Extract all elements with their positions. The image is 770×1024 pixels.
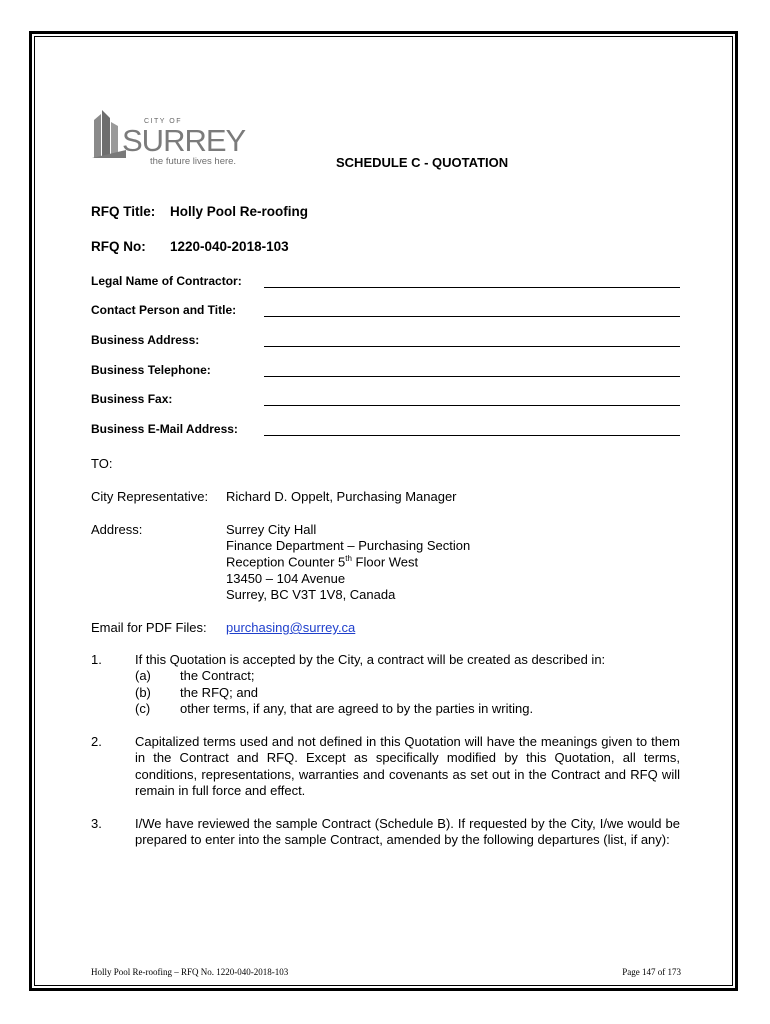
address-line: Finance Department – Purchasing Section — [226, 538, 471, 553]
sub-item-tag: (b) — [135, 685, 151, 700]
rfq-title-value: Holly Pool Re-roofing — [170, 204, 308, 219]
contact-person-input-line[interactable] — [264, 316, 680, 317]
logo-tagline: the future lives here. — [150, 156, 237, 167]
city-rep-value: Richard D. Oppelt, Purchasing Manager — [226, 489, 457, 504]
field-label: Business Telephone: — [91, 363, 211, 377]
address-line: 13450 – 104 Avenue — [226, 571, 346, 586]
address-line-superscript: th — [345, 554, 352, 563]
rfq-title-row — [91, 204, 308, 219]
rfq-number-label: RFQ No: — [91, 239, 146, 254]
field-label: Business E-Mail Address: — [91, 422, 238, 436]
item-number: 2. — [91, 734, 102, 749]
sub-item-tag: (a) — [135, 668, 151, 683]
legal-name-input-line[interactable] — [264, 287, 680, 288]
item-number: 3. — [91, 816, 102, 831]
field-contact-person — [91, 303, 681, 319]
address-line — [226, 554, 418, 569]
address-line: Surrey, BC V3T 1V8, Canada — [226, 587, 396, 602]
sub-item-tag: (c) — [135, 701, 151, 716]
sub-item — [135, 701, 533, 716]
city-tower-icon — [92, 108, 126, 160]
surrey-logo — [92, 108, 252, 168]
business-email-input-line[interactable] — [264, 435, 680, 436]
field-label: Legal Name of Contractor: — [91, 274, 242, 288]
logo-city-of: CITY OF — [144, 118, 182, 125]
field-business-email — [91, 422, 681, 438]
email-link[interactable]: purchasing@surrey.ca — [226, 620, 356, 635]
item-text: Capitalized terms used and not defined in this Quotation will have the meanings given to them in the Contract and RFQ. Except as specifically modified by this Quotation, all terms, conditions, representations, warranties and covenants as set out in the Contract and RFQ will remain in full force and effect. — [135, 734, 680, 798]
sub-item-text: the RFQ; and — [180, 685, 259, 700]
rfq-title-label: RFQ Title: — [91, 204, 156, 219]
rfq-number-row — [91, 239, 289, 254]
business-fax-input-line[interactable] — [264, 405, 680, 406]
field-label: Contact Person and Title: — [91, 303, 237, 317]
sub-item-text: other terms, if any, that are agreed to by the parties in writing. — [180, 701, 534, 716]
page-title: SCHEDULE C - QUOTATION — [336, 155, 509, 170]
item-text: I/We have reviewed the sample Contract (Schedule B). If requested by the City, I/we would be prepared to enter into the sample Contract, amended by the following departures (list, if any): — [135, 816, 680, 848]
address-label: Address: — [91, 522, 143, 537]
address-line: Surrey City Hall — [226, 522, 317, 537]
city-rep-label: City Representative: — [91, 489, 209, 504]
business-telephone-input-line[interactable] — [264, 376, 680, 377]
item-text: If this Quotation is accepted by the City, a contract will be created as described in: — [135, 652, 606, 667]
item-number: 1. — [91, 652, 102, 667]
field-business-address — [91, 333, 681, 349]
field-legal-name — [91, 274, 681, 290]
logo-name: SURREY — [122, 123, 246, 158]
sub-item-text: the Contract; — [180, 668, 255, 683]
rfq-number-value: 1220-040-2018-103 — [170, 239, 289, 254]
field-business-telephone — [91, 363, 681, 379]
business-address-input-line[interactable] — [264, 346, 680, 347]
field-label: Business Address: — [91, 333, 200, 347]
sub-item — [135, 668, 254, 683]
footer-document-title: Holly Pool Re-roofing – RFQ No. 1220-040-2018-103 — [91, 967, 289, 977]
field-business-fax — [91, 392, 681, 408]
sub-item — [135, 685, 258, 700]
footer-page-number: Page 147 of 173 — [622, 967, 681, 977]
address-line-text: Floor West — [351, 554, 419, 570]
email-label: Email for PDF Files: — [91, 620, 207, 635]
field-label: Business Fax: — [91, 392, 173, 406]
to-label: TO: — [91, 456, 113, 471]
address-line-text: Reception Counter 5 — [226, 554, 346, 570]
